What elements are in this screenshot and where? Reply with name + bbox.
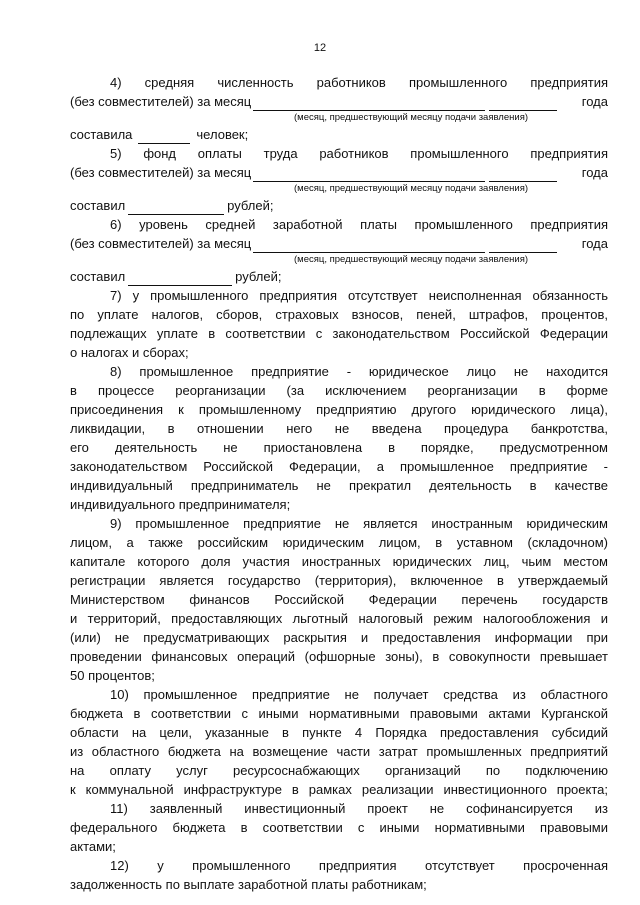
text-line: 11) заявленный инвестиционный проект не софинансируется из — [110, 801, 608, 816]
count-blank[interactable] — [138, 130, 190, 144]
month-blank[interactable] — [253, 168, 485, 182]
form-line — [70, 125, 608, 144]
field-hint: (месяц, предшествующий месяцу подачи заявления) — [294, 254, 528, 265]
text-line: лицом, а также российским юридическим лицом, в уставном (складочном) — [70, 535, 608, 550]
text-line: 10) промышленное предприятие не получает средства из областного — [110, 687, 608, 702]
text-fragment: (без совместителей) за месяц — [70, 94, 252, 109]
text-line: 7) у промышленного предприятия отсутствует неисполненная обязанность — [110, 288, 608, 303]
text-line: на оплату услуг ресурсоснабжающих организаций по подключению — [70, 763, 608, 778]
text-line: ликвидации, в отношении него не введена процедура банкротства, — [70, 421, 608, 436]
item-7 — [70, 286, 608, 362]
text-line: 6) уровень средней заработной платы промышленного предприятия — [110, 217, 608, 232]
text-fragment: человек; — [196, 127, 249, 142]
text-fragment: составил — [70, 269, 126, 284]
form-line — [70, 267, 608, 286]
year-blank[interactable] — [489, 97, 557, 111]
item-6 — [70, 215, 608, 286]
text-fragment: года — [581, 94, 608, 109]
text-line: области на цели, указанные в пункте 4 Порядка предоставления субсидий — [70, 725, 608, 740]
form-line — [70, 92, 608, 111]
text-line: к коммунальной инфраструктуре в рамках реализации инвестиционного проекта; — [70, 782, 608, 797]
text-line: регистрации является государство (территория), включенное в утверждаемый — [70, 573, 608, 588]
text-line: федерального бюджета в соответствии с иными нормативными правовыми — [70, 820, 608, 835]
text-line: 4) средняя численность работников промышленного предприятия — [110, 75, 608, 90]
amount-blank[interactable] — [128, 272, 232, 286]
item-10 — [70, 685, 608, 799]
text-line: присоединения к промышленному предприятию другого юридического лица), — [70, 402, 608, 417]
field-hint: (месяц, предшествующий месяцу подачи заявления) — [294, 183, 528, 194]
text-fragment: рублей; — [227, 198, 274, 213]
month-blank[interactable] — [253, 239, 485, 253]
text-line: и территорий, предоставляющих льготный налоговый режим налогообложения и — [70, 611, 608, 626]
text-line: 9) промышленное предприятие не является иностранным юридическим — [110, 516, 608, 531]
text-line: в процессе реорганизации (за исключением реорганизации в форме — [70, 383, 608, 398]
text-line: индивидуального предпринимателя; — [70, 497, 291, 512]
item-12 — [70, 856, 608, 894]
text-line: Министерством финансов Российской Федерации перечень государств — [70, 592, 608, 607]
text-line: 8) промышленное предприятие - юридическое лицо не находится — [110, 364, 608, 379]
text-fragment: (без совместителей) за месяц — [70, 236, 252, 251]
field-hint: (месяц, предшествующий месяцу подачи заявления) — [294, 112, 528, 123]
text-line: актами; — [70, 839, 116, 854]
text-line: 50 процентов; — [70, 668, 155, 683]
text-fragment: составила — [70, 127, 133, 142]
text-fragment: составил — [70, 198, 126, 213]
text-fragment: (без совместителей) за месяц — [70, 165, 252, 180]
text-line: законодательством Российской Федерации, а промышленное предприятие - — [70, 459, 608, 474]
text-line: капитале которого доля участия иностранных юридических лиц, чьим местом — [70, 554, 608, 569]
month-blank[interactable] — [253, 97, 485, 111]
item-4 — [70, 73, 608, 144]
text-line: его деятельность не приостановлена в порядке, предусмотренном — [70, 440, 608, 455]
document-body — [70, 73, 608, 894]
text-fragment: года — [581, 165, 608, 180]
text-line: подлежащих уплате в соответствии с законодательством Российской Федерации — [70, 326, 608, 341]
text-line: задолженность по выплате заработной платы работникам; — [70, 877, 427, 892]
form-line — [70, 196, 608, 215]
text-line: (или) не предусматривающих раскрытия и предоставления информации при — [70, 630, 608, 645]
year-blank[interactable] — [489, 168, 557, 182]
text-line: индивидуальный предприниматель не прекратил деятельность в качестве — [70, 478, 608, 493]
text-line: о налогах и сборах; — [70, 345, 189, 360]
text-fragment: года — [581, 236, 608, 251]
item-11 — [70, 799, 608, 856]
text-line: бюджета в соответствии с иными нормативными правовыми актами Курганской — [70, 706, 608, 721]
item-8 — [70, 362, 608, 514]
text-line: 5) фонд оплаты труда работников промышленного предприятия — [110, 146, 608, 161]
page-number: 12 — [313, 42, 327, 54]
year-blank[interactable] — [489, 239, 557, 253]
text-line: проведении финансовых операций (офшорные зоны), в совокупности превышает — [70, 649, 608, 664]
text-line: по уплате налогов, сборов, страховых взносов, пеней, штрафов, процентов, — [70, 307, 608, 322]
text-fragment: рублей; — [235, 269, 282, 284]
form-line — [70, 234, 608, 253]
amount-blank[interactable] — [128, 201, 224, 215]
form-line — [70, 163, 608, 182]
item-9 — [70, 514, 608, 685]
text-line: 12) у промышленного предприятия отсутствует просроченная — [110, 858, 608, 873]
item-5 — [70, 144, 608, 215]
text-line: из областного бюджета на возмещение части затрат промышленных предприятий — [70, 744, 608, 759]
